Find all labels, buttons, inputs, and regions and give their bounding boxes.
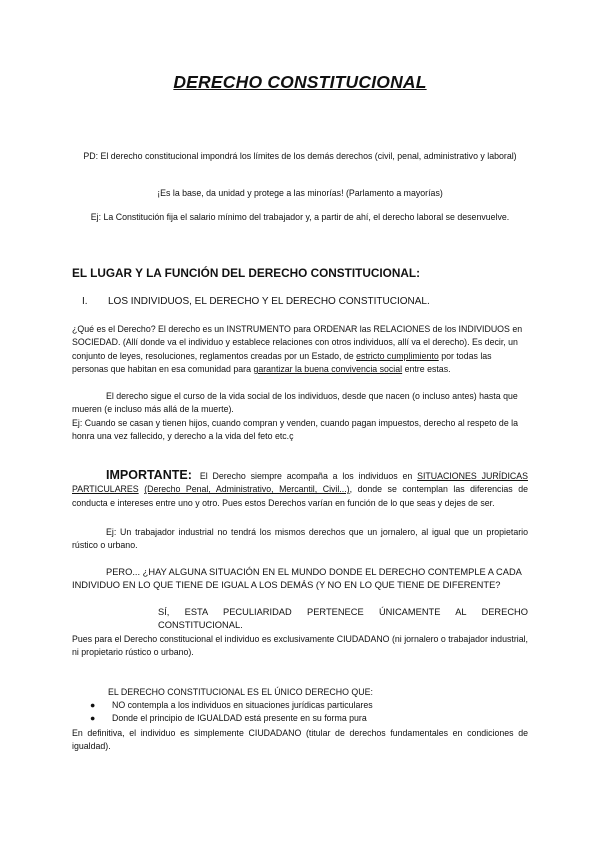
underlined-text: estricto cumplimiento [356, 350, 439, 361]
paragraph-text: por todas las personas que habitan en esa comunidad para [72, 350, 492, 374]
paragraph-text: El Derecho siempre acompaña a los individuos en [199, 471, 418, 481]
bullet-icon: ● [90, 713, 96, 724]
paragraph-ciudadano: Pues para el Derecho constitucional el individuo es exclusivamente CIUDADANO (ni jornalero o trabajador industrial, ni propietario rústico o urbano). [72, 634, 528, 658]
paragraph-curso-vida: El derecho sigue el curso de la vida social de los individuos, desde que nacen (o incluso antes) hasta que mueren (e incluso más allá de la muerte). [72, 391, 518, 415]
unico-list [90, 699, 373, 726]
underlined-text: garantizar la buena convivencia social [253, 363, 403, 374]
paragraph-pregunta: PERO... ¿HAY ALGUNA SITUACIÓN EN EL MUNDO DONDE EL DERECHO CONTEMPLE A CADA INDIVIDUO EN LO QUE TIENE DE IGUAL A LOS DEMÁS (Y NO EN LO QUE TIENE DE DIFERENTE? [72, 567, 522, 591]
importante-label: IMPORTANTE: [106, 468, 192, 482]
subsection-heading [82, 296, 430, 307]
subsection-number: I. [82, 296, 88, 307]
paragraph-importante [72, 469, 528, 510]
intro-example: Ej: La Constitución fija el salario mínimo del trabajador y, a partir de ahí, el derecho laboral se desenvuelve. [90, 212, 510, 222]
document-title: DERECHO CONSTITUCIONAL [173, 72, 427, 92]
intro-base: ¡Es la base, da unidad y protege a las minorías! (Parlamento a mayorías) [157, 188, 443, 198]
section-heading: EL LUGAR Y LA FUNCIÓN DEL DERECHO CONSTITUCIONAL: [72, 266, 421, 280]
unico-heading: EL DERECHO CONSTITUCIONAL ES EL ÚNICO DERECHO QUE: [108, 687, 373, 697]
list-item [90, 712, 373, 725]
paragraph-conclusion: En definitiva, el individuo es simplemente CIUDADANO (titular de derechos fundamentales en condiciones de igualdad). [72, 728, 528, 752]
list-item-text: Donde el principio de IGUALDAD está presente en su forma pura [112, 713, 367, 724]
paragraph-text: ¿Qué es el Derecho? El derecho es un INSTRUMENTO para ORDENAR las RELACIONES de los INDIVIDUOS en SOCIEDAD. (Allí donde va el individuo y establece relaciones con otros individuos, allí va el derecho). Es decir, un conjunto de leyes, resoluciones, reglamentos creadas por un Estado, de [72, 324, 523, 361]
subsection-label: LOS INDIVIDUOS, EL DERECHO Y EL DERECHO CONSTITUCIONAL. [108, 296, 430, 307]
underlined-text: SITUACIONES JURÍDICAS PARTICULARES [72, 471, 528, 495]
list-item [90, 699, 373, 712]
paragraph-text: , donde se contemplan las diferencias de conducta e intereses entre uno y otro. Pues estos Derechos varían en función de lo que seas y dejes de ser. [72, 484, 528, 508]
intro-pd: PD: El derecho constitucional impondrá los límites de los demás derechos (civil, penal, administrativo y laboral) [83, 151, 517, 161]
underlined-text: (Derecho Penal, Administrativo, Mercantil, Civil...) [144, 484, 350, 495]
bullet-icon: ● [90, 700, 96, 710]
paragraph-respuesta: SÍ, ESTA PECULIARIDAD PERTENECE ÚNICAMENTE AL DERECHO CONSTITUCIONAL. [158, 607, 528, 631]
list-item-text: NO contempla a los individuos en situaciones jurídicas particulares [112, 700, 373, 710]
paragraph-ejemplo-trabajador: Ej: Un trabajador industrial no tendrá los mismos derechos que un jornalero, al igual que un propietario rústico o urbano. [72, 527, 528, 551]
paragraph-text: entre estas. [402, 363, 451, 374]
paragraph-que-es-derecho [72, 323, 528, 376]
paragraph-ejemplo-vida: Ej: Cuando se casan y tienen hijos, cuando compran y venden, cuando pagan impuestos, derecho al respeto de la honra una vez fallecido, y derecho a la vida del feto etc.ç [72, 418, 518, 442]
